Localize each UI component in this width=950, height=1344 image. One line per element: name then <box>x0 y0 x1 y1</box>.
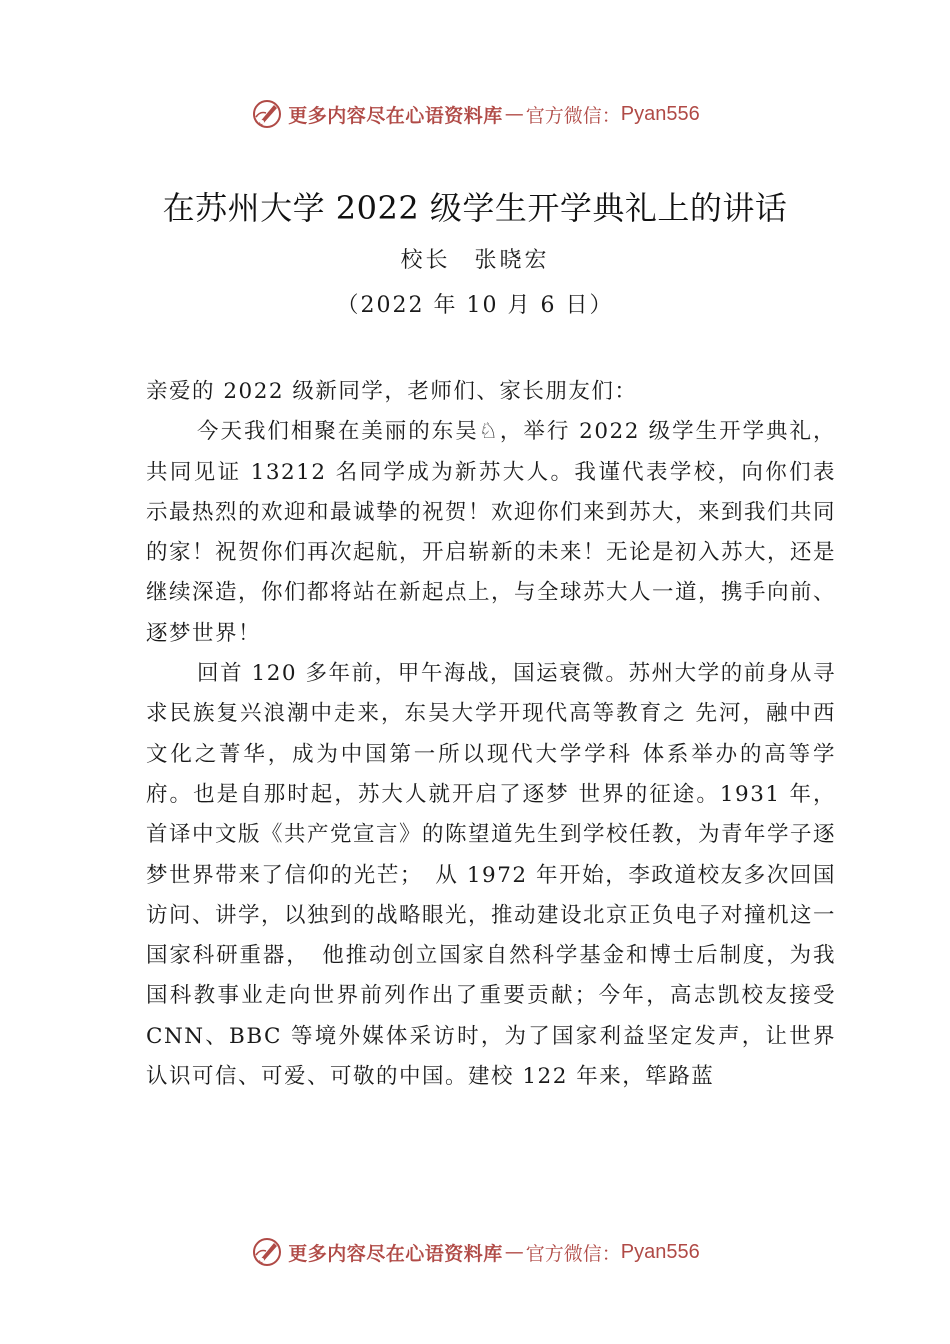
banner-dash: — <box>504 103 524 125</box>
banner-wechat-label: 官方微信： <box>525 1242 621 1265</box>
quill-pen-logo-icon <box>250 97 284 131</box>
banner-brand: 更多内容尽在心语资料库 <box>288 1242 503 1265</box>
document-body <box>146 372 836 1097</box>
banner-wechat-id: Pyan556 <box>620 1240 700 1263</box>
author-role: 校长 <box>400 248 451 273</box>
paragraph: 回首 120 多年前，甲午海战，国运衰微。苏州大学的前身从寻求民族复兴浪潮中走来，东吴大学开现代高等教育之 先河，融中西文化之菁华，成为中国第一所以现代大学学科 体系举办的高等学府。也是自那时起，苏大人就开启了逐梦 世界的征途。1931 年，首译中文版《共产党宣言》的陈望道先生到学校任教，为青年学子逐梦世界带来了信仰的光芒； 从 1972 年开始，李政道校友多次回国访问、讲学，以独到的战略眼光，推动建设北京正负电子对撞机这一国家科研重器， 他推动创立国家自然科学基金和博士后制度，为我国科教事业走向世界前列作出了重要贡献；今年，高志凯校友接受 CNN、BBC 等境外媒体采访时，为了国家利益坚定发声，让世界认识可信、可爱、可敬的中国。建校 122 年来，筚路蓝 <box>146 661 837 1090</box>
banner-dash: — <box>504 1241 524 1263</box>
banner-wechat-label: 官方微信： <box>525 104 621 127</box>
banner-wechat-id: Pyan556 <box>620 102 700 125</box>
footer-banner <box>0 1232 950 1272</box>
salutation: 亲爱的 2022 级新同学，老师们、家长朋友们： <box>146 379 638 404</box>
document-date: （2022 年 10 月 6 日） <box>336 293 614 318</box>
quill-pen-logo-icon <box>250 1235 284 1269</box>
document-title: 在苏州大学 2022 级学生开学典礼上的讲话 <box>162 189 788 227</box>
author-name: 张晓宏 <box>474 248 550 273</box>
paragraph: 今天我们相聚在美丽的东吴♘，举行 2022 级学生开学典礼，共同见证 13212 名同学成为新苏大人。我谨代表学校，向你们表示最热烈的欢迎和最诚挚的祝贺！欢迎你们来到苏大，来到我们共同的家！祝贺你们再次起航，开启崭新的未来！无论是初入苏大，还是继续深造，你们都将站在新起点上，与全球苏大人一道，携手向前、逐梦世界！ <box>146 419 837 646</box>
document-author <box>0 246 950 276</box>
banner-brand: 更多内容尽在心语资料库 <box>288 104 503 127</box>
header-banner <box>0 94 950 134</box>
